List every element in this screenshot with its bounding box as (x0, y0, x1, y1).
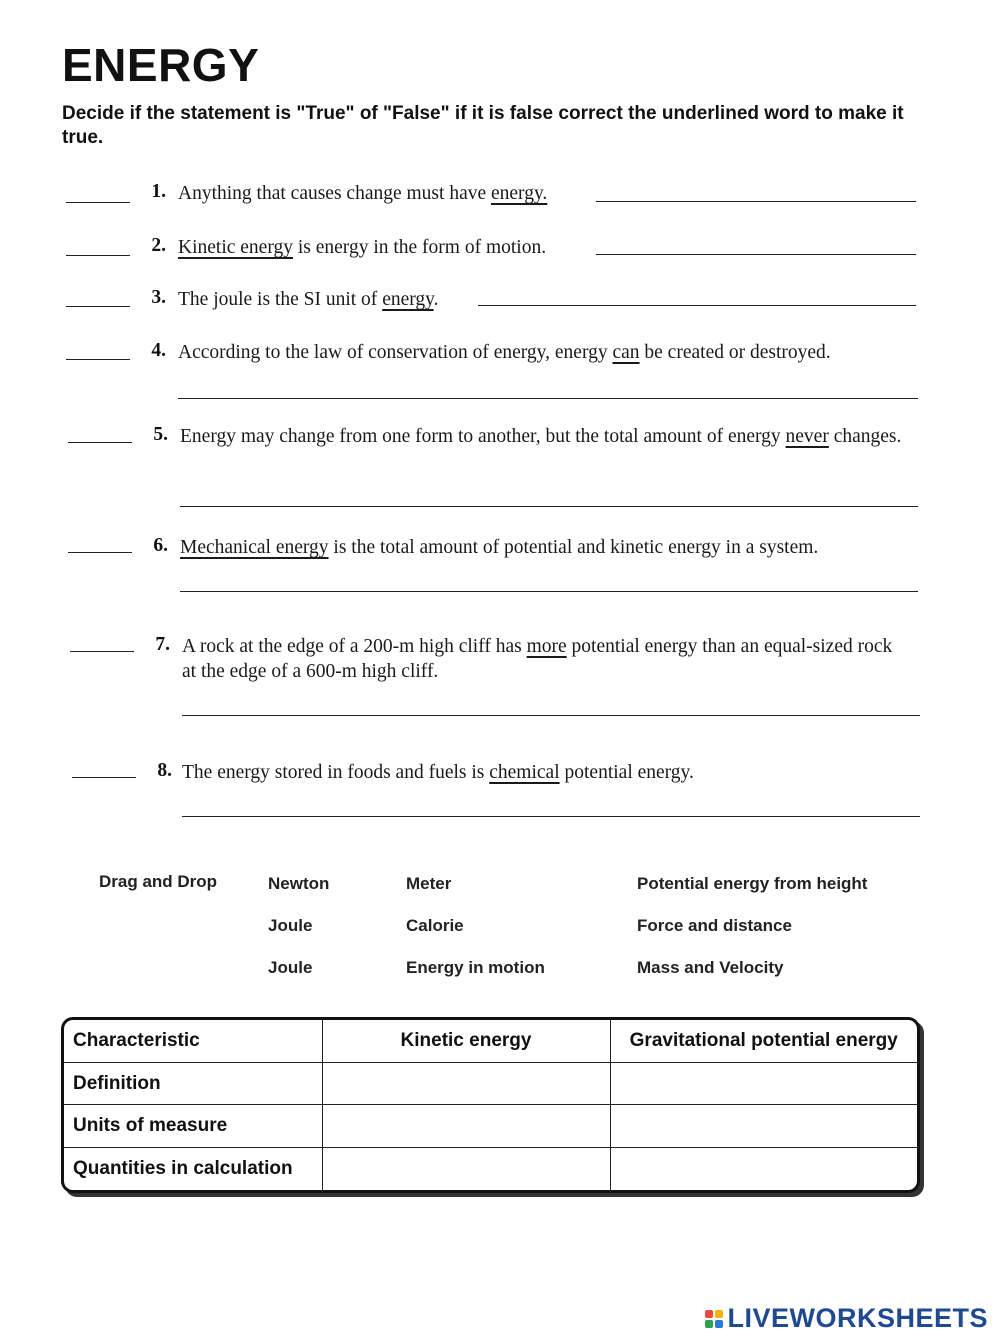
drop-zone[interactable] (322, 1148, 610, 1190)
correction-line-8[interactable] (182, 816, 920, 817)
drop-zone[interactable] (610, 1148, 917, 1190)
answer-blank-7[interactable] (70, 651, 134, 652)
question-number: 8. (157, 760, 172, 781)
question-number: 3. (151, 287, 166, 308)
table-row-label: Units of measure (64, 1105, 322, 1148)
logo-mark-icon (705, 1310, 723, 1328)
answer-blank-8[interactable] (72, 777, 136, 778)
question-5-text: Energy may change from one form to another, but the total amount of energy never changes. (180, 426, 902, 447)
answer-blank-4[interactable] (66, 359, 130, 360)
liveworksheets-logo (705, 1303, 988, 1334)
logo-square (705, 1320, 713, 1328)
table-row-label: Quantities in calculation (64, 1148, 322, 1190)
answer-blank-2[interactable] (66, 255, 130, 256)
correction-line-6[interactable] (180, 591, 918, 592)
instructions: Decide if the statement is "True" of "False" if it is false correct the underlined word to make it true. (62, 103, 904, 148)
question-7-text: A rock at the edge of a 200-m high cliff has more potential energy than an equal-sized rock at the edge of a 600-m high cliff. (182, 636, 893, 682)
question-2-text: Kinetic energy is energy in the form of motion. (178, 237, 547, 258)
drag-item[interactable]: Force and distance (637, 916, 792, 935)
question-6-text: Mechanical energy is the total amount of potential and kinetic energy in a system. (180, 537, 819, 558)
energy-table (61, 1017, 920, 1193)
logo-square (715, 1320, 723, 1328)
logo-square (705, 1310, 713, 1318)
answer-blank-6[interactable] (68, 552, 132, 553)
correction-line-3[interactable] (478, 305, 916, 306)
worksheet-title: ENERGY (62, 39, 260, 91)
question-number: 1. (151, 181, 166, 202)
logo-square (715, 1310, 723, 1318)
question-number: 5. (153, 424, 168, 445)
drop-zone[interactable] (322, 1105, 610, 1148)
question-number: 2. (151, 235, 166, 256)
drag-item[interactable]: Newton (268, 874, 330, 893)
drop-zone[interactable] (610, 1062, 917, 1105)
drag-item[interactable]: Joule (268, 916, 313, 935)
drop-zone[interactable] (322, 1062, 610, 1105)
drop-zone[interactable] (610, 1105, 917, 1148)
answer-blank-1[interactable] (66, 202, 130, 203)
table-row-label: Definition (64, 1062, 322, 1105)
drag-item[interactable]: Calorie (406, 916, 464, 935)
correction-line-2[interactable] (596, 254, 916, 255)
drag-item[interactable]: Energy in motion (406, 958, 545, 977)
question-8-text: The energy stored in foods and fuels is chemical potential energy. (182, 762, 694, 783)
table-header: Kinetic energy (322, 1020, 610, 1062)
question-number: 4. (151, 340, 166, 361)
correction-line-1[interactable] (596, 201, 916, 202)
correction-line-7[interactable] (182, 715, 920, 716)
brand-name: LIVEWORKSHEETS (727, 1303, 988, 1333)
correction-line-4[interactable] (178, 398, 918, 399)
question-number: 6. (153, 535, 168, 556)
question-3-text: The joule is the SI unit of energy. (178, 289, 439, 310)
answer-blank-3[interactable] (66, 306, 130, 307)
question-1-text: Anything that causes change must have energy. (178, 183, 548, 204)
answer-blank-5[interactable] (68, 442, 132, 443)
drag-item[interactable]: Meter (406, 874, 452, 893)
drag-item[interactable]: Potential energy from height (637, 874, 868, 893)
drag-item[interactable]: Mass and Velocity (637, 958, 784, 977)
question-number: 7. (155, 634, 170, 655)
table-header: Characteristic (64, 1020, 322, 1062)
drag-drop-label: Drag and Drop (99, 872, 218, 891)
table-header: Gravitational potential energy (610, 1020, 917, 1062)
question-4-text: According to the law of conservation of energy, energy can be created or destroyed. (178, 342, 831, 363)
correction-line-5[interactable] (180, 506, 918, 507)
drag-item[interactable]: Joule (268, 958, 313, 977)
